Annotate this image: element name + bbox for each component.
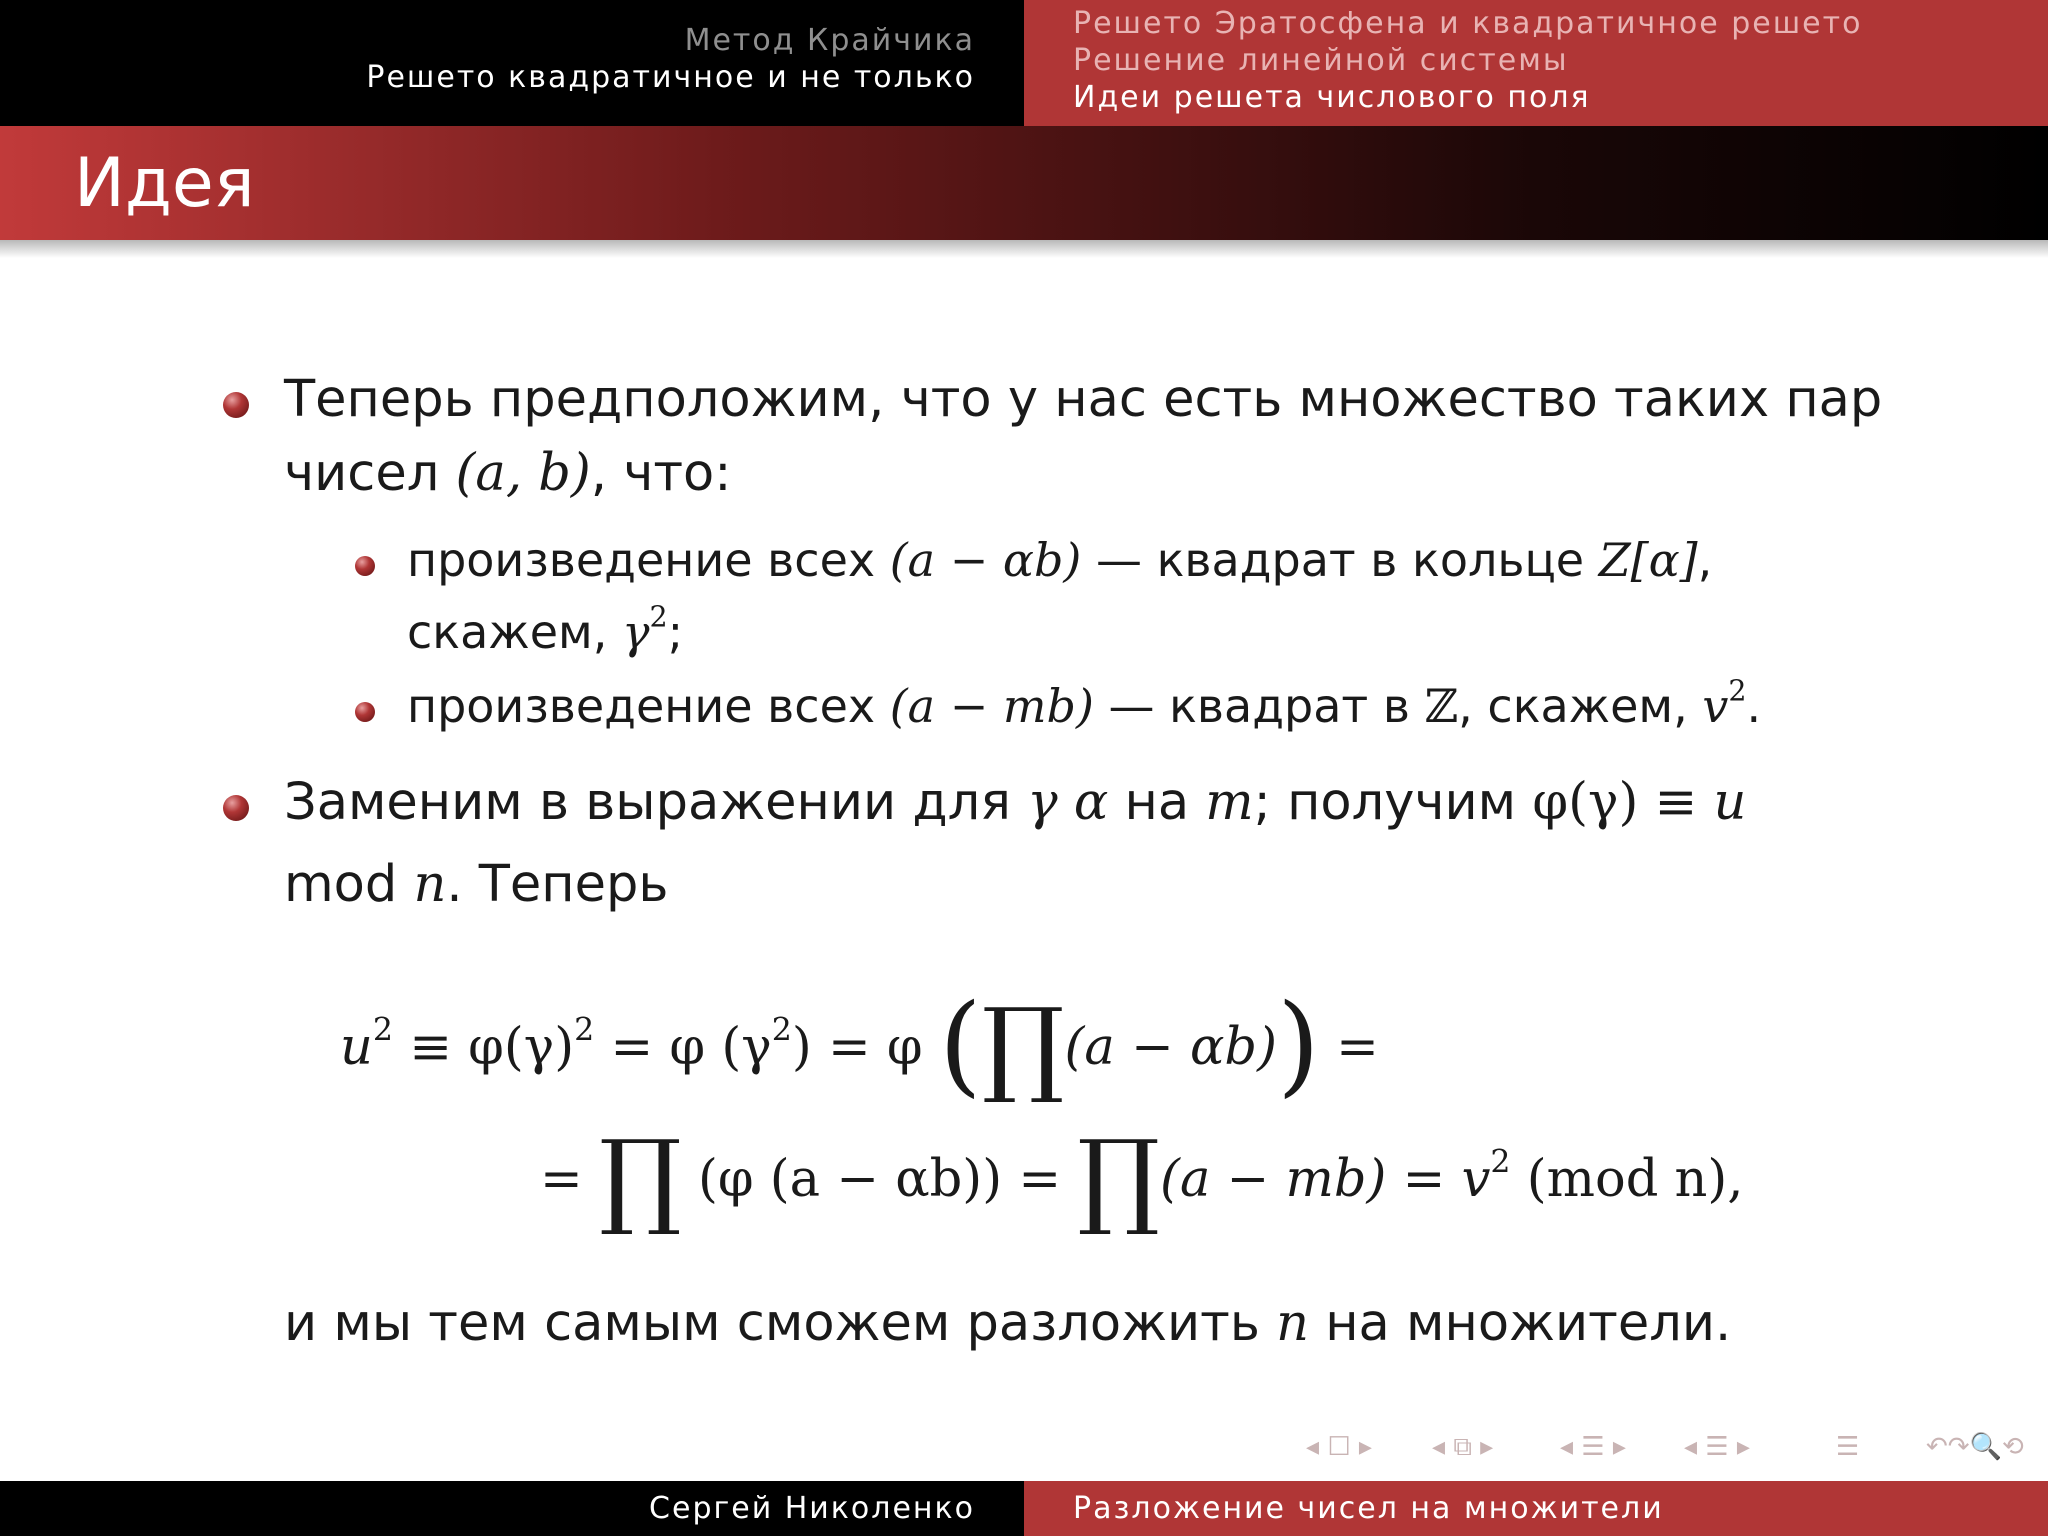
eq-equals: =	[1319, 1018, 1379, 1077]
sub2-v: v	[1702, 679, 1729, 733]
sub2-text-c: , скажем,	[1458, 679, 1703, 733]
nav-section-icon[interactable]: ◂ ☰ ▸	[1560, 1432, 1626, 1462]
footer-author-text: Сергей Николенко	[649, 1491, 975, 1526]
eq-mod: (mod n),	[1510, 1150, 1744, 1209]
nav-subsection-1[interactable]: Решето Эратосфена и квадратичное решето	[1073, 6, 1863, 41]
sub2-exp: 2	[1728, 674, 1747, 708]
sub1-exp: 2	[649, 600, 668, 634]
eq-exp4: 2	[1490, 1144, 1511, 1181]
sub2-expr: (a − mb)	[889, 679, 1094, 733]
item2-text-a: Заменим в выражении для	[284, 773, 1028, 832]
sub1-text-e: ;	[667, 605, 684, 659]
bullet-ball-icon	[223, 392, 249, 418]
eq-product-sign: ∏	[981, 985, 1065, 1107]
item2-text-d: mod	[284, 855, 414, 914]
eq-term-alpha: (a − αb)	[1064, 1018, 1277, 1077]
item1-text-c: , что:	[590, 444, 732, 503]
eq-big-paren-open: (	[938, 980, 982, 1108]
nav-subsection-2[interactable]: Решение линейной системы	[1073, 43, 1569, 78]
nav-subsection-3[interactable]: Идеи решета числового поля	[1073, 80, 1591, 115]
eq-phi-open: = φ (γ	[594, 1018, 772, 1077]
item2-m: m	[1205, 773, 1254, 832]
nav-section-current[interactable]: Решето квадратичное и не только	[366, 60, 975, 95]
eq-product-sign: ∏	[598, 1117, 682, 1239]
conclusion-n: n	[1276, 1294, 1309, 1353]
item2-text-b: на	[1108, 773, 1206, 832]
equation-line2	[540, 1117, 1744, 1239]
sub2-ring: ℤ	[1424, 679, 1459, 733]
footer-title	[1024, 1481, 2048, 1536]
item2-n: n	[413, 855, 447, 914]
nav-document-icon[interactable]: ◂ ☰ ▸	[1684, 1432, 1750, 1462]
item2-expr: φ(γ) ≡	[1532, 773, 1714, 832]
item1-line2	[284, 444, 731, 503]
frame-title: Идея	[74, 144, 255, 223]
eq-exp2: 2	[574, 1012, 595, 1049]
eq-big-paren-close: )	[1276, 980, 1320, 1108]
nav-search-icon[interactable]: ↶↷🔍⟲	[1926, 1432, 2024, 1462]
conclusion-text-a: и мы тем самым сможем разложить	[284, 1294, 1277, 1353]
eq-phi-close: ) = φ	[791, 1018, 939, 1077]
footer-author	[0, 1481, 1024, 1536]
sub1-text-a: произведение всех	[407, 533, 890, 587]
eq-equals2: =	[540, 1150, 599, 1209]
subbullet-ball-icon	[355, 702, 375, 722]
nav-subsection-icon[interactable]: ◂ ⧉ ▸	[1432, 1432, 1494, 1462]
bullet-ball-icon	[223, 795, 249, 821]
item2-alpha: α	[1057, 773, 1109, 832]
conclusion-text-b: на множители.	[1309, 1294, 1732, 1353]
eq-product-sign: ∏	[1077, 1117, 1161, 1239]
sub1-expr: (a − αb)	[889, 533, 1082, 587]
eq-exp1: 2	[372, 1012, 393, 1049]
sub1-text-c: ,	[1697, 533, 1713, 587]
sub1-line1	[407, 533, 1712, 587]
sub1-ring: Z[α]	[1598, 533, 1698, 587]
sub1-line2	[407, 600, 684, 659]
nav-section-prev[interactable]: Метод Крайчика	[684, 23, 975, 58]
item1-text-b: чисел	[284, 444, 456, 503]
sub2-text-b: — квадрат в	[1093, 679, 1425, 733]
eq-phi-gamma: ≡ φ(γ)	[392, 1018, 575, 1077]
item2-text-c: ; получим	[1253, 773, 1533, 832]
item2-line2	[284, 855, 668, 914]
item2-gamma: γ	[1027, 773, 1058, 832]
item2-line1	[284, 773, 1746, 832]
item1-pair: (a, b)	[455, 444, 591, 503]
subbullet-ball-icon	[355, 556, 375, 576]
sub1-text-d: скажем,	[407, 605, 622, 659]
eq-phi-term: (φ (a − αb)) =	[681, 1150, 1078, 1209]
sub2-text-a: произведение всех	[407, 679, 890, 733]
item2-u: u	[1713, 773, 1747, 832]
item1-line1	[284, 370, 1882, 429]
nav-align-icon[interactable]: ☰	[1836, 1432, 1860, 1462]
item1-text-a: Теперь предположим, что у нас есть множество таких пар	[284, 370, 1883, 429]
sub2-text-d: .	[1746, 679, 1762, 733]
sub1-gamma: γ	[621, 605, 650, 659]
item2-text-e: . Теперь	[446, 855, 669, 914]
footer-title-text: Разложение чисел на множители	[1073, 1491, 1664, 1526]
sub2-line	[407, 674, 1762, 733]
eq-term-m: (a − mb) = v	[1160, 1150, 1491, 1209]
eq-exp3: 2	[771, 1012, 792, 1049]
eq-u: u	[340, 1018, 373, 1077]
equation-line1	[340, 980, 1379, 1108]
sub1-text-b: — квадрат в кольце	[1081, 533, 1599, 587]
conclusion-line	[284, 1294, 1731, 1353]
nav-frame-icon[interactable]: ◂ ☐ ▸	[1306, 1432, 1372, 1462]
